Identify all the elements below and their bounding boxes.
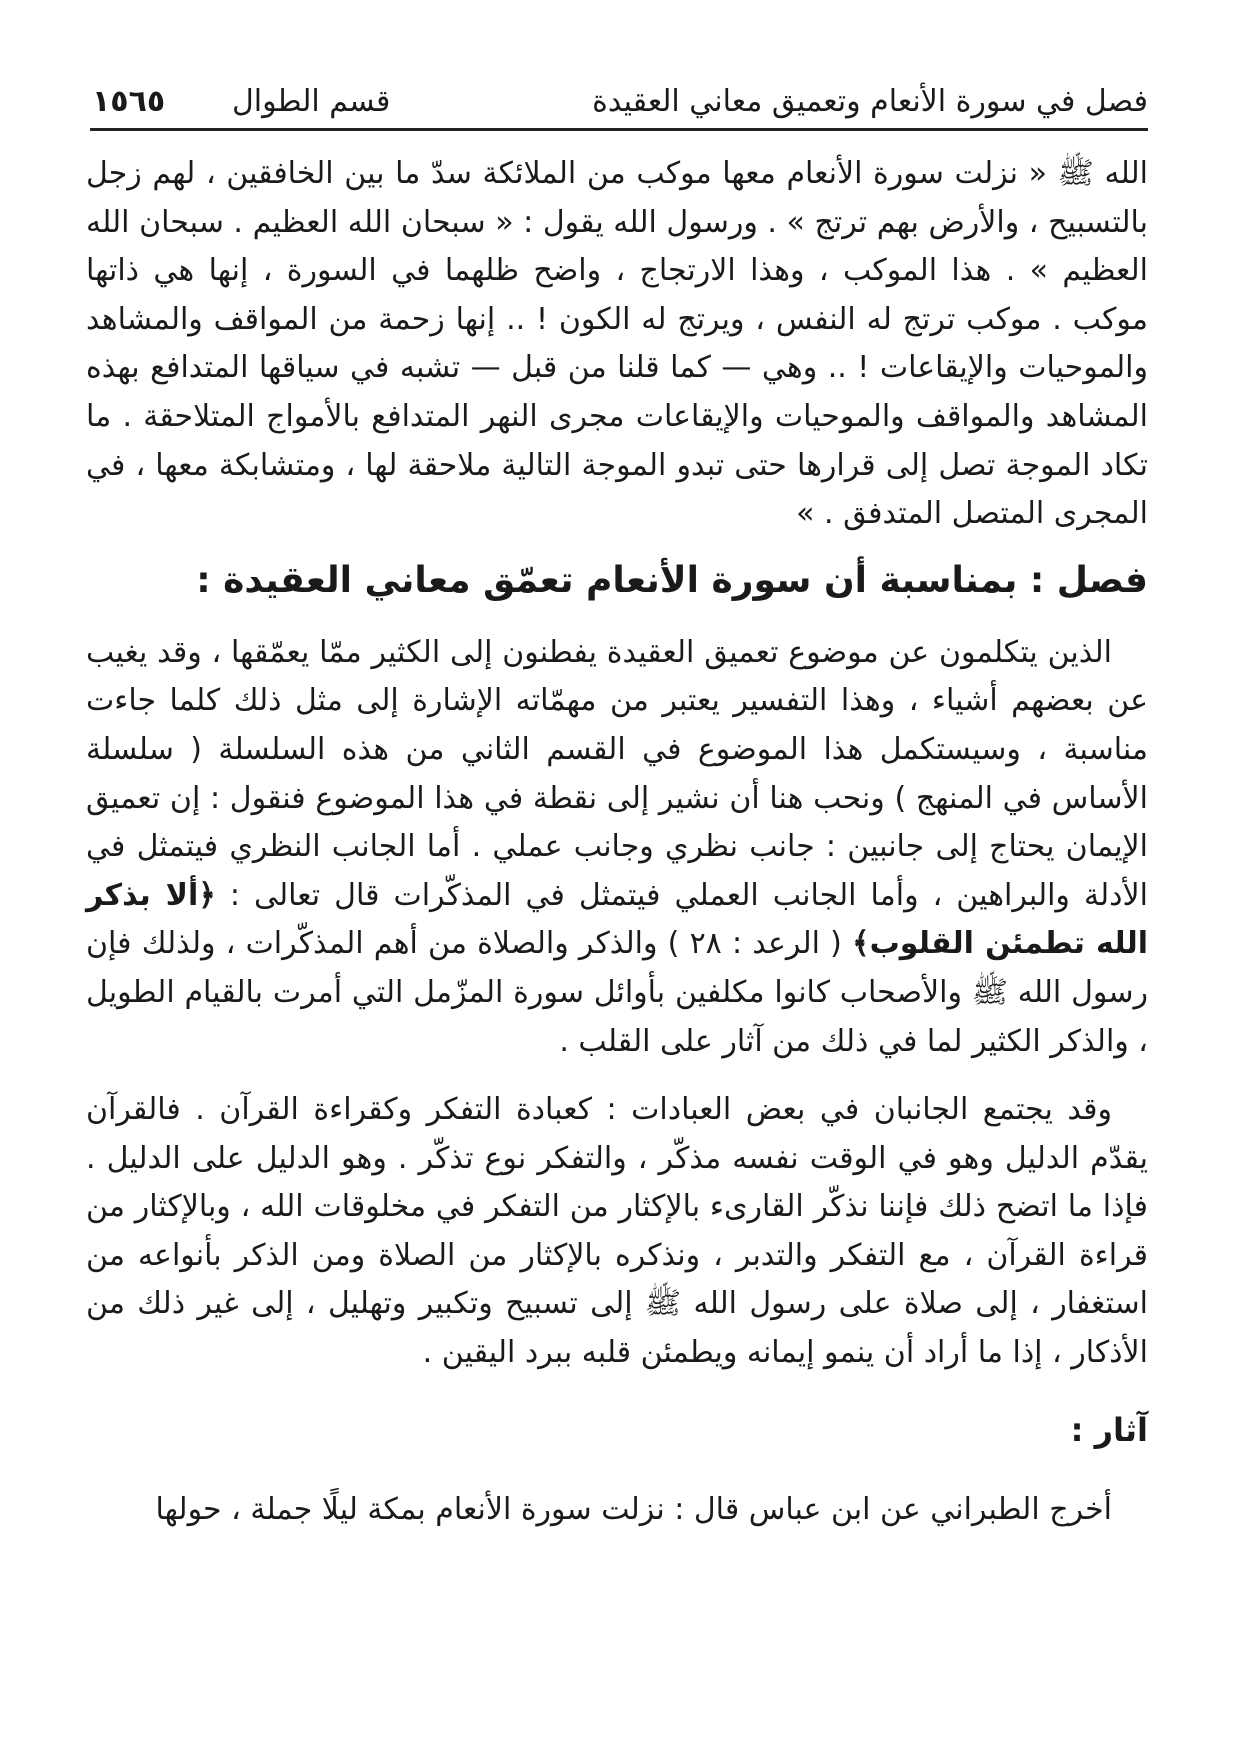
- running-header: [92, 82, 1148, 128]
- paragraph-text-part-2: ( الرعد : ٢٨ ) والذكر والصلاة من أهم المذكّرات ، ولذلك فإن رسول الله ﷺ والأصحاب كانوا مكلفين بأوائل سورة المزّمل التي أمرت بالقيام الطويل ، والذكر الكثير لما في ذلك من آثار على القلب .: [86, 926, 1148, 1059]
- paragraph-athar: أخرج الطبراني عن ابن عباس قال : نزلت سورة الأنعام بمكة ليلًا جملة ، حولها: [155, 1491, 1112, 1527]
- quran-verse: ﴿ألا بذكر الله تطمئن القلوب﴾: [86, 877, 1148, 962]
- paragraph-deepening-faith: [86, 629, 1148, 1066]
- page-number: ١٥٦٥: [92, 84, 166, 119]
- paragraph-worship: وقد يجتمع الجانبان في بعض العبادات : كعبادة التفكر وكقراءة القرآن . فالقرآن يقدّم الدليل وهو في الوقت نفسه مذكّر ، والتفكر نوع تذكّر . وهو الدليل على الدليل . فإذا ما اتضح ذلك فإننا نذكّر القارىء بالإكثار من التفكر في مخلوقات الله ، وبالإكثار من قراءة القرآن ، مع التفكر والتدبر ، ونذكره بالإكثار من الصلاة ومن الذكر بأنواعه من استغفار ، إلى صلاة على رسول الله ﷺ إلى تسبيح وتكبير وتهليل ، إلى غير ذلك من الأذكار ، إذا ما أراد أن ينمو إيمانه ويطمئن قلبه ببرد اليقين .: [86, 1092, 1148, 1371]
- section-label: قسم الطوال: [232, 84, 391, 119]
- page-body: [86, 150, 1148, 1534]
- paragraph-text-part-1: الذين يتكلمون عن موضوع تعميق العقيدة يفطنون إلى الكثير ممّا يعمّقها ، وقد يغيب عن بعضهم أشياء ، وهذا التفسير يعتبر من مهمّاته الإشارة إلى مثل ذلك كلما جاءت مناسبة ، وسيستكمل هذا الموضوع في القسم الثاني من هذه السلسلة ( سلسلة الأساس في المنهج ) ونحب هنا أن نشير إلى نقطة في هذا الموضوع فنقول : إن تعميق الإيمان يحتاج إلى جانبين : جانب نظري وجانب عملي . أما الجانب النظري فيتمثل في الأدلة والبراهين ، وأما الجانب العملي فيتمثل في المذكّرات قال تعالى :: [86, 634, 1148, 913]
- paragraph-spacer: [86, 1066, 1148, 1086]
- chapter-title: فصل في سورة الأنعام وتعميق معاني العقيدة: [592, 84, 1148, 119]
- section-heading: فصل : بمناسبة أن سورة الأنعام تعمّق معاني العقيدة :: [196, 559, 1148, 601]
- athar-heading: آثار :: [1070, 1410, 1148, 1449]
- paragraph-continued: الله ﷺ « نزلت سورة الأنعام معها موكب من الملائكة سدّ ما بين الخافقين ، لهم زجل بالتسبيح ، والأرض بهم ترتج » . ورسول الله يقول : « سبحان الله العظيم . سبحان الله العظيم » . هذا الموكب ، وهذا الارتجاج ، واضح ظلهما في السورة ، إنها هي ذاتها موكب . موكب ترتج له النفس ، ويرتج له الكون ! .. إنها زحمة من المواقف والمشاهد والموحيات والإيقاعات ! .. وهي — كما قلنا من قبل — تشبه في سياقها المتدافع بهذه المشاهد والمواقف والموحيات والإيقاعات مجرى النهر المتدافع بالأمواج المتلاحقة . ما تكاد الموجة تصل إلى قرارها حتى تبدو الموجة التالية ملاحقة لها ، ومتشابكة معها ، في المجرى المتصل المتدفق . »: [86, 156, 1148, 532]
- header-divider: [90, 128, 1148, 131]
